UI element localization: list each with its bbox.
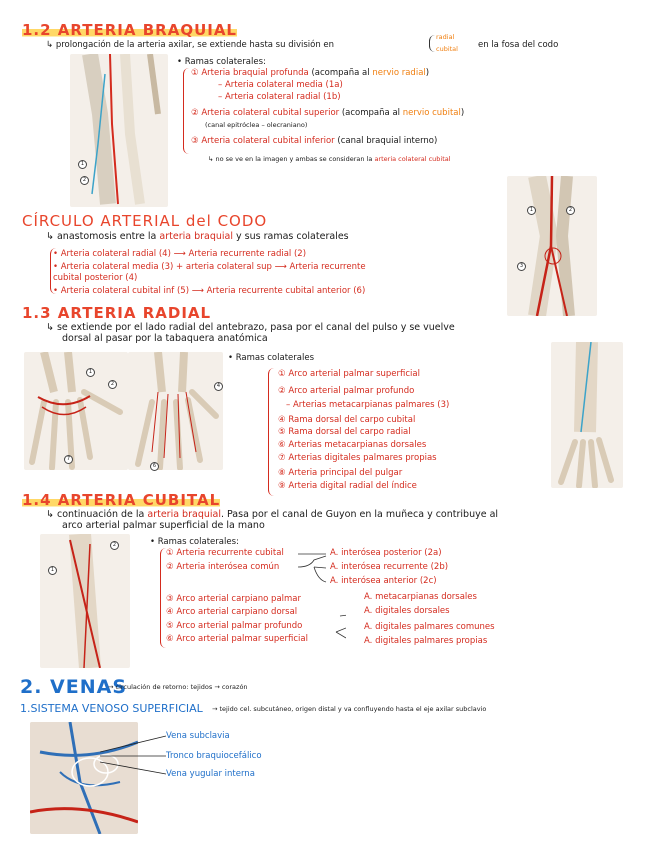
braquial-intro: ↳ prolongación de la arteria axilar, se extiende hasta su división en xyxy=(46,40,335,50)
division-radial: radial xyxy=(436,33,455,41)
cubital-right-5: A. digitales dorsales xyxy=(364,606,450,616)
marker-icon: 1 xyxy=(78,160,87,169)
circulo-item-1: • Arteria colateral radial (4) ⟶ Arteria recurrente radial (2) xyxy=(53,249,307,259)
division-brace xyxy=(429,35,436,52)
braquial-item-2-note: (canal epitróclea – olecraniano) xyxy=(205,121,308,129)
cubital-left-1: ① Arteria recurrente cubital xyxy=(166,548,284,558)
section-title-sistema-venoso: 1.SISTEMA VENOSO SUPERFICIAL xyxy=(20,702,203,715)
braquial-item-1b: – Arteria colateral radial (1b) xyxy=(218,92,341,102)
cubital-left-2: ② Arteria interósea común xyxy=(166,562,280,572)
radial-item-5: ⑤ Rama dorsal del carpo radial xyxy=(278,427,411,437)
elbow-arteries-image xyxy=(507,176,597,316)
forearm-radial-image xyxy=(551,342,623,488)
circulo-intro: ↳ anastomosis entre la arteria braquial y sus ramas colaterales xyxy=(46,231,349,242)
hand-palmar-image xyxy=(24,352,128,470)
marker-icon: 1 xyxy=(48,566,57,575)
braquial-item-1a: – Arteria colateral media (1a) xyxy=(218,80,343,90)
braquial-item-3: ③ Arteria colateral cubital inferior (canal braquial interno) xyxy=(191,136,438,146)
marker-icon: 2 xyxy=(110,541,119,550)
radial-item-7: ⑦ Arterias digitales palmares propias xyxy=(278,453,437,463)
vein-leader-lines xyxy=(100,730,170,780)
radial-intro-1: ↳ se extiende por el lado radial del antebrazo, pasa por el canal del pulso y se vuelve xyxy=(46,322,455,333)
hand-dorsal-image xyxy=(128,352,223,470)
radial-item-8: ⑧ Arteria principal del pulgar xyxy=(278,468,403,478)
vein-label-yugular: Vena yugular interna xyxy=(166,769,255,779)
circulo-item-2: • Arteria colateral media (3) + arteria colateral sup ⟶ Arteria recurrente xyxy=(53,262,366,272)
braquial-footnote: ↳ no se ve en la imagen y ambas se consideran la arteria colateral cubital xyxy=(208,155,451,163)
cubital-right-1: A. interósea posterior (2a) xyxy=(330,548,442,558)
cubital-arrows xyxy=(296,544,346,644)
section-title-arteria-cubital: 1.4 ARTERIA CUBITAL xyxy=(22,491,221,509)
marker-icon: 6 xyxy=(150,462,159,471)
cubital-right-3: A. interósea anterior (2c) xyxy=(330,576,437,586)
marker-icon: 1 xyxy=(86,368,95,377)
cubital-right-7: A. digitales palmares propias xyxy=(364,636,488,646)
cubital-ramas-label: • Ramas colaterales: xyxy=(150,537,239,547)
cubital-intro-1: ↳ continuación de la arteria braquial. Pasa por el canal de Guyon en la muñeca y contribuye al xyxy=(46,509,499,520)
marker-icon: 2 xyxy=(80,176,89,185)
section-title-arteria-radial: 1.3 ARTERIA RADIAL xyxy=(22,304,212,322)
radial-item-2: ② Arco arterial palmar profundo xyxy=(278,386,415,396)
forearm-cubital-image xyxy=(40,534,130,668)
radial-item-1: ① Arco arterial palmar superficial xyxy=(278,369,420,379)
cubital-right-4: A. metacarpianas dorsales xyxy=(364,592,477,602)
sistema-venoso-desc: → tejido cel. subcutáneo, origen distal y va confluyendo hasta el eje axilar subclavio xyxy=(212,705,487,713)
braquial-item-1: ① Arteria braquial profunda (acompaña al nervio radial) xyxy=(191,68,430,78)
cubital-left-4: ④ Arco arterial carpiano dorsal xyxy=(166,607,298,617)
circulo-item-2b: cubital posterior (4) xyxy=(53,273,138,283)
radial-item-4: ④ Rama dorsal del carpo cubital xyxy=(278,415,416,425)
cubital-left-6: ⑥ Arco arterial palmar superficial xyxy=(166,634,308,644)
cubital-left-5: ⑤ Arco arterial palmar profundo xyxy=(166,621,303,631)
cubital-right-6: A. digitales palmares comunes xyxy=(364,622,495,632)
radial-item-3: – Arterias metacarpianas palmares (3) xyxy=(286,400,450,410)
marker-icon: 1 xyxy=(527,206,536,215)
cubital-left-3: ③ Arco arterial carpiano palmar xyxy=(166,594,301,604)
division-cubital: cubital xyxy=(436,45,458,53)
marker-icon: 4 xyxy=(214,382,223,391)
cubital-intro-2: arco arterial palmar superficial de la mano xyxy=(62,520,265,531)
braquial-intro-end: en la fosa del codo xyxy=(478,40,559,50)
venas-subtitle: → circulación de retorno: tejidos → corazón xyxy=(108,683,248,691)
section-title-circulo-arterial: CÍRCULO ARTERIAL del CODO xyxy=(22,212,268,230)
vein-label-subclavia: Vena subclavia xyxy=(166,731,230,741)
braquial-brace xyxy=(183,68,190,154)
marker-icon: 7 xyxy=(64,455,73,464)
braquial-item-2: ② Arteria colateral cubital superior (acompaña al nervio cubital) xyxy=(191,108,465,118)
radial-item-6: ⑥ Arterias metacarpianas dorsales xyxy=(278,440,427,450)
radial-brace xyxy=(268,368,275,496)
section-title-venas: 2. VENAS xyxy=(20,676,128,698)
radial-ramas-label: • Ramas colaterales xyxy=(228,353,314,363)
vein-label-tronco: Tronco braquiocefálico xyxy=(166,751,262,761)
marker-icon: 2 xyxy=(566,206,575,215)
braquial-ramas-label: • Ramas colaterales: xyxy=(177,57,266,67)
radial-intro-2: dorsal al pasar por la tabaquera anatómica xyxy=(62,333,268,344)
circulo-item-3: • Arteria colateral cubital inf (5) ⟶ Arteria recurrente cubital anterior (6) xyxy=(53,286,366,296)
marker-icon: 2 xyxy=(108,380,117,389)
radial-item-9: ⑨ Arteria digital radial del índice xyxy=(278,481,417,491)
cubital-right-2: A. interósea recurrente (2b) xyxy=(330,562,449,572)
marker-icon: 3 xyxy=(517,262,526,271)
section-title-arteria-braquial: 1.2 ARTERIA BRAQUIAL xyxy=(22,21,237,39)
